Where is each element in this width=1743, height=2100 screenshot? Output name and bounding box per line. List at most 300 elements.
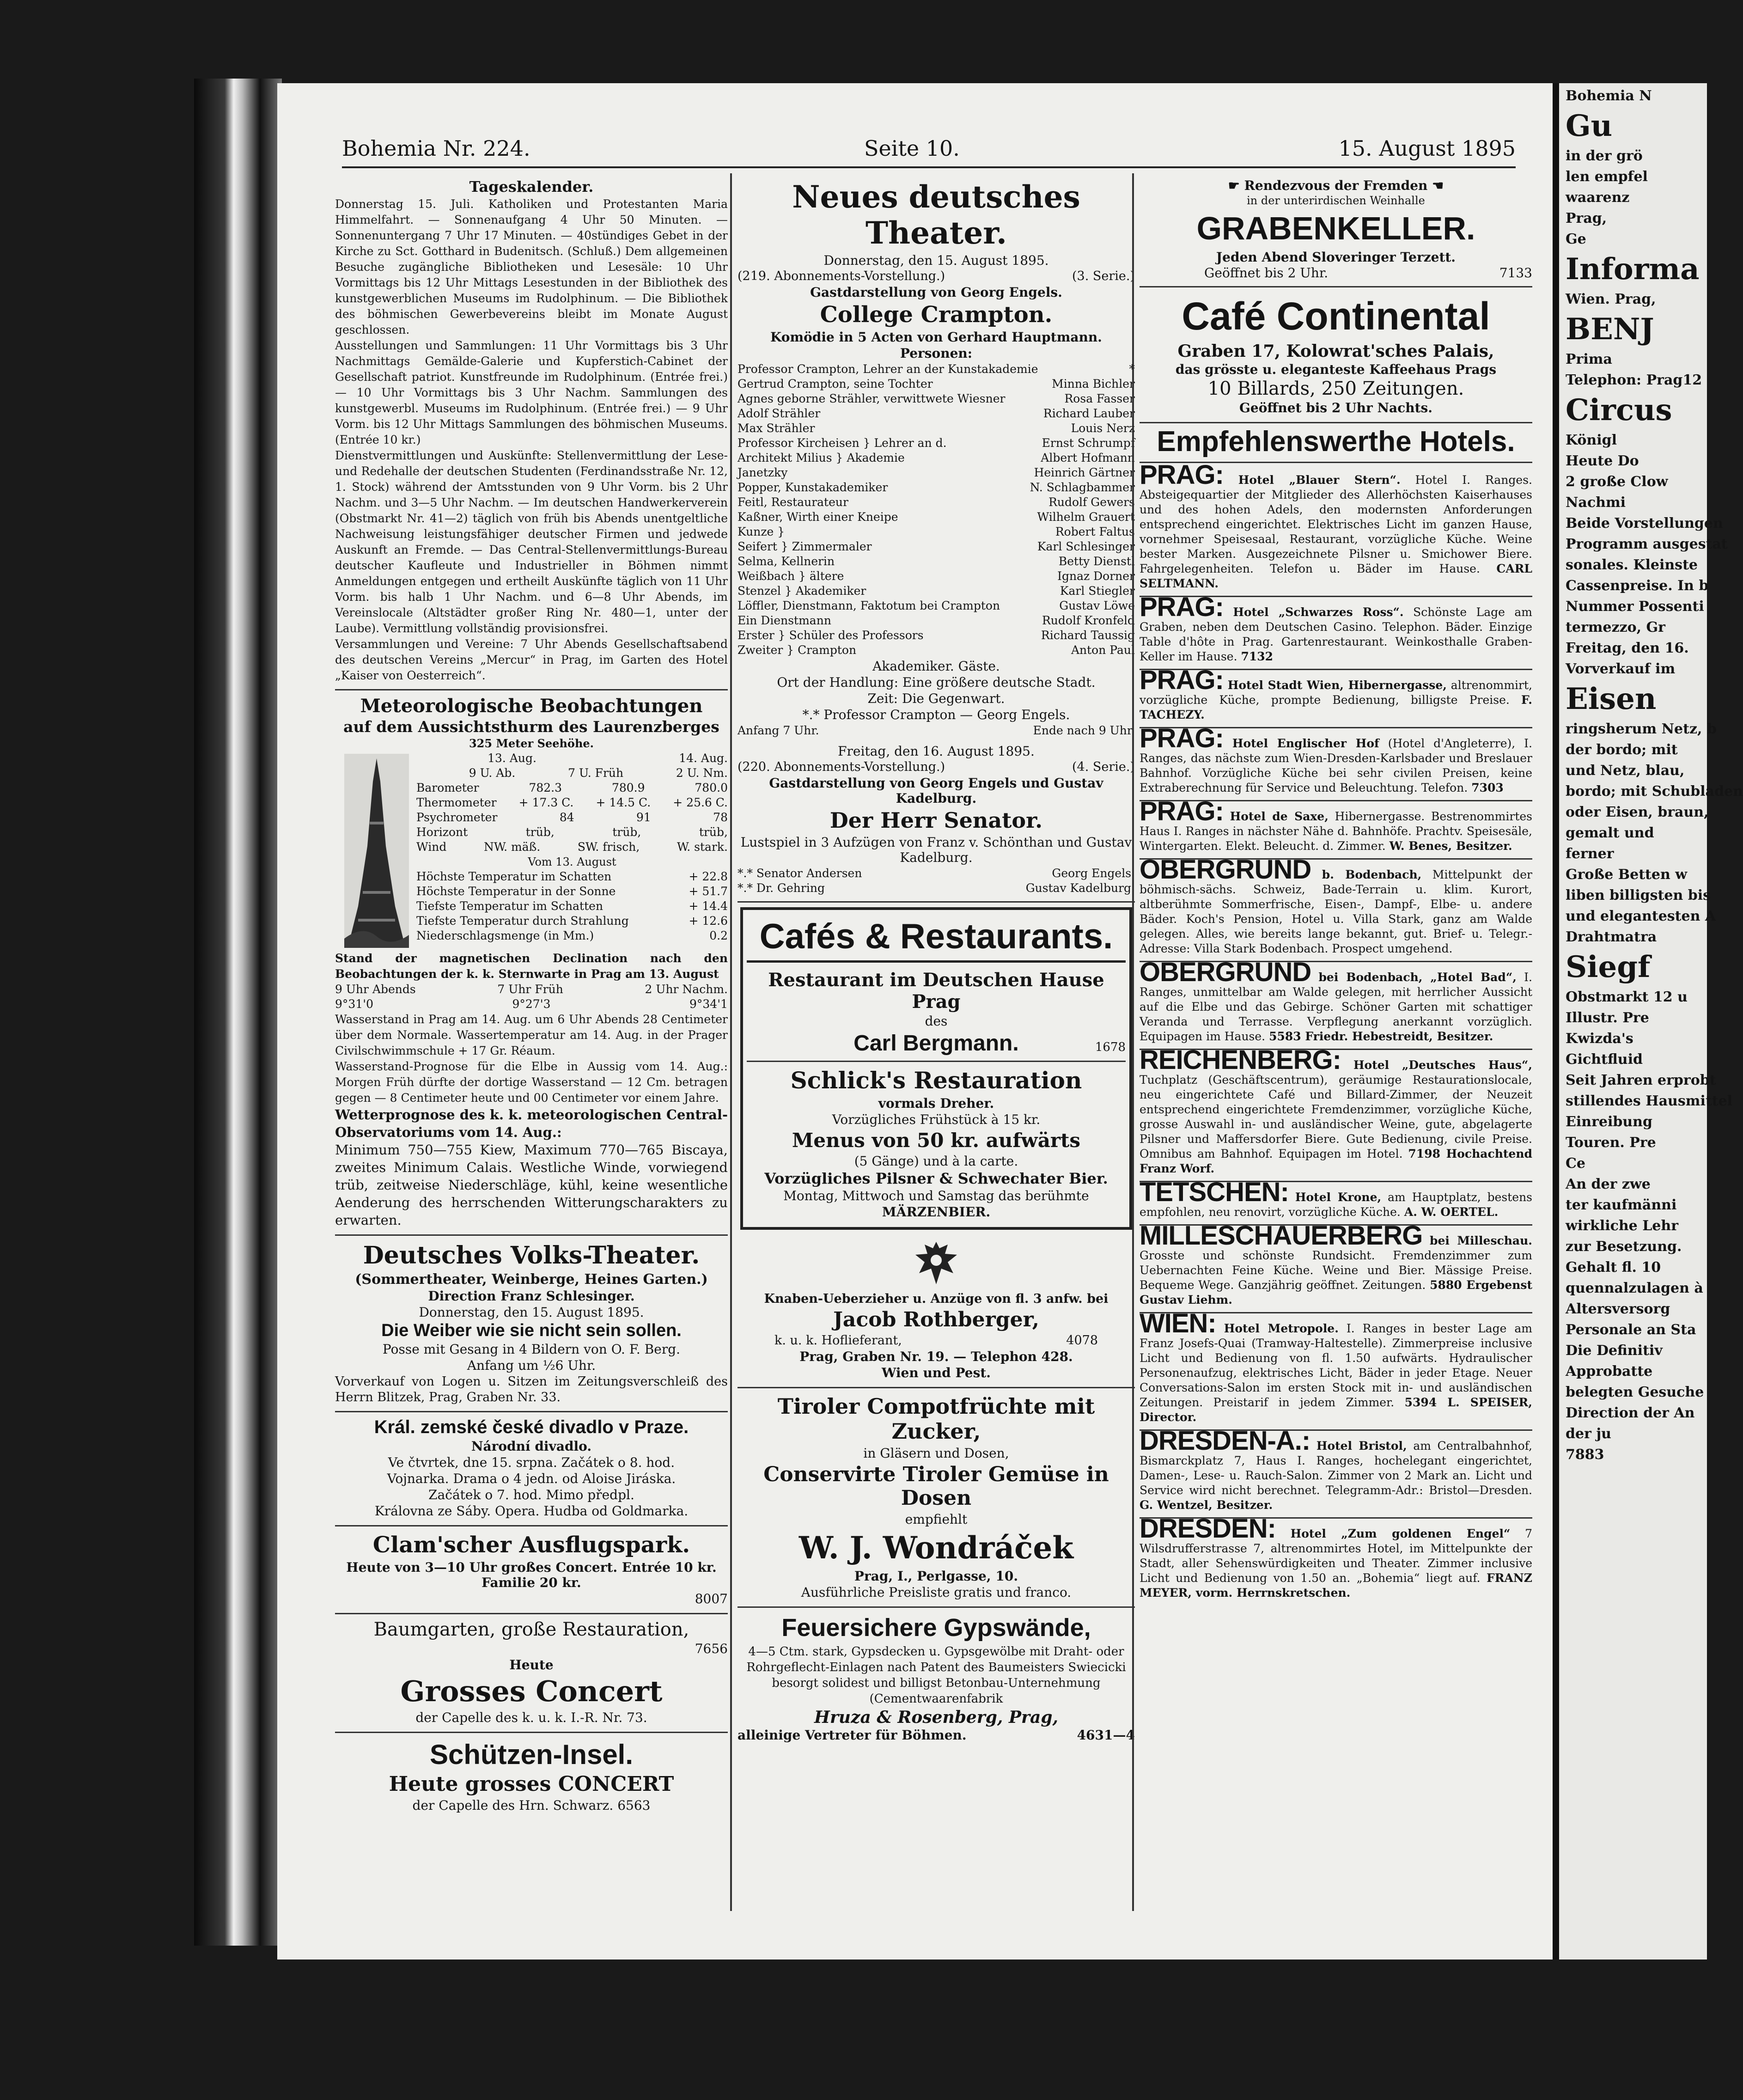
hotel-city: PRAG: — [1140, 592, 1224, 622]
facing-page-line: zur Besetzung. — [1566, 1239, 1682, 1255]
facing-page-line: sonales. Kleinste — [1566, 557, 1698, 573]
facing-page-line: Ge — [1566, 231, 1586, 247]
gyps-title: Feuersichere Gypswände, — [781, 1614, 1091, 1642]
theater-ort: Ort der Handlung: Eine größere deutsche Stadt. — [777, 675, 1096, 690]
cast-role: *.* Dr. Gehring — [737, 881, 825, 895]
meteo-row — [416, 795, 728, 810]
facing-page-line: Freitag, den 16. — [1566, 640, 1689, 656]
meteo-row — [416, 781, 728, 795]
volkstheater-start: Anfang um ½6 Uhr. — [467, 1358, 596, 1373]
hotel-text: am Centralbahnhof, Bismarckplatz 7, Haus I. Ranges, hochelegant eingerichtet, Damen-, Lese- u. Rauch-Salon. Zimmer von 2 Mark an. Licht und Service wird nicht berechnet. Telegramm-Adr.: Bristol—Dresden. — [1140, 1439, 1532, 1497]
gyps-row — [737, 1728, 1135, 1743]
hotel-entry — [1140, 1308, 1532, 1431]
meteo-cell: 14. Aug. — [679, 751, 728, 765]
theater-zeit: Zeit: Die Gegenwart. — [867, 691, 1005, 706]
roth-line1: Knaben-Ueberzieher u. Anzüge von fl. 3 anfw. bei — [764, 1292, 1109, 1306]
meteo-subtitle: auf dem Aussichtsthurm des Laurenzberges — [343, 718, 719, 736]
cast-role: Gertrud Crampton, seine Tochter — [737, 377, 933, 391]
cast-actor: * — [1129, 362, 1135, 376]
facing-page-line: An der zwe — [1566, 1176, 1651, 1192]
cast-actor: Anton Paul — [1071, 643, 1135, 657]
facing-page-line: Cassenpreise. In b — [1566, 578, 1709, 594]
hotel-entry — [1140, 1045, 1533, 1182]
hotels-section — [1140, 425, 1532, 1605]
elbe-prognose: Wasserstand-Prognose für die Elbe in Aussig vom 14. Aug.: Morgen Früh dürfte der dortige Wasserstand — 12 Cm. betragen gegen — 8 Centimeter heute und 00 Centimeter vor einem Jahre. — [335, 1060, 728, 1105]
facing-page-line: Obstmarkt 12 u — [1566, 989, 1688, 1005]
cast-row — [737, 598, 1135, 613]
meteo-cell: + 25.6 C. — [673, 796, 728, 809]
hotel-name: Hotel Metropole. — [1224, 1322, 1339, 1335]
facing-page-line: und Netz, blau, — [1566, 763, 1685, 779]
cast-actor: Wilhelm Grauert — [1037, 510, 1135, 524]
cast-actor: Gustav Löwe — [1059, 599, 1135, 612]
petrin-tower-illustration — [344, 754, 409, 948]
cast-actor: Ignaz Dorner — [1057, 569, 1135, 583]
meteo-vom: Vom 13. August — [528, 855, 616, 868]
meteo-cell: Horizont — [416, 825, 468, 839]
hotel-text: Mittelpunkt der böhmisch-sächs. Schweiz, Bade-Terrain u. klim. Kurort, altberühmte Sommerfrische, Eisen-, Dampf-, Elbe- u. andere Bäder. Koch's Pension, Hotel u. Villa Stark, ganz am Walde gelegen. Alles, wie bereits lange bekannt, gut. Brief- u. Telegr.-Adresse: Villa Stark Bodenbach. Prospect umgehend. — [1140, 868, 1533, 955]
hotel-city: PRAG: — [1140, 460, 1224, 490]
facing-page-lines — [1559, 88, 1743, 1463]
volkstheater-play: Die Weiber wie sie nicht sein sollen. — [381, 1321, 682, 1340]
cafe-open: Geöffnet bis 2 Uhr Nachts. — [1239, 400, 1433, 415]
graben-top-text: Rendezvous der Fremden — [1244, 178, 1428, 193]
facing-page-line: Prag, — [1566, 210, 1607, 226]
cast-role: Adolf Strähler — [737, 407, 821, 420]
rothberger-ad — [737, 1234, 1135, 1388]
cast-role: Max Strähler — [737, 421, 815, 435]
meteo-cell: trüb, — [525, 825, 555, 839]
meteo-cell: 78 — [713, 811, 728, 824]
meteo-cell: 0.2 — [709, 929, 728, 942]
facing-page-line: 2 große Clow — [1566, 474, 1668, 490]
theater-ende1: Ende nach 9 Uhr. — [1033, 724, 1135, 737]
cafe-continental-ad — [1140, 287, 1532, 423]
facing-page-line: der ju — [1566, 1426, 1611, 1442]
schlick-line1: Vorzügliches Frühstück à 15 kr. — [832, 1112, 1041, 1127]
theater-anfang1: Anfang 7 Uhr. — [737, 724, 819, 737]
facing-page-line: Nummer Possenti — [1566, 598, 1704, 615]
hotel-sign: 5394 L. SPEISER, Director. — [1140, 1396, 1532, 1424]
hotel-sign: FRANZ MEYER, vorm. Herrnskretschen. — [1140, 1571, 1532, 1599]
cast-role: Erster } Schüler des Professors — [737, 629, 924, 642]
meteo-cell: + 14.4 — [689, 899, 728, 913]
meteo-cell: Wind — [416, 840, 447, 854]
facing-page-line: Informa — [1566, 252, 1700, 287]
hotel-sign: 7303 — [1471, 781, 1504, 794]
schlick-title: Schlick's Restauration — [790, 1067, 1082, 1094]
theater-abo2: (220. Abonnements-Vorstellung.) — [737, 760, 945, 774]
cast-actor: Albert Hofmann — [1041, 451, 1135, 464]
meteo-cell: Barometer — [416, 781, 479, 794]
cast-row — [737, 539, 1135, 554]
dienstvermittlungen-text: Dienstvermittlungen und Auskünfte: Stellenvermittlung der Lese- und Redehalle der deutschen Studenten (Ferdinandsstraße Nr. 12, 1. Stock) während der Amtsstunden von 9 Uhr Vorm. bis 2 Uhr Nachm. und 3—5 Uhr Nachm. — Im deutschen Handwerkerverein (Obstmarkt Nr. 41—2) täglich von früh bis Abends unentgeltliche Nachweisung leistungsfähiger deutscher Firmen und jedwede Auskunft an Fremde. — Das Central-Stellenvermittlungs-Bureau deutscher Kaufleute und Industrieller in Böhmen nimmt Anmeldungen entgegen und ertheilt Auskünfte täglich von 11 Uhr Vorm. bis halb 1 Uhr Nachm. und 6—8 Uhr Abends, im Vereinslocale (Altstädter großer Ring Nr. 480—1, unter der Laube). Vermittlung vollständig provisionsfrei. — [335, 449, 728, 635]
meteo-row — [416, 766, 728, 781]
cast-row — [737, 421, 1135, 436]
facing-page-line: der bordo; mit — [1566, 742, 1678, 758]
cast-list — [737, 362, 1135, 658]
meteo-cell: trüb, — [612, 825, 641, 839]
meteo-cell: 7 U. Früh — [568, 766, 624, 780]
theater-play1-desc: Komödie in 5 Acten von Gerhard Hauptmann. — [770, 330, 1102, 345]
theater-date1: Donnerstag, den 15. August 1895. — [823, 253, 1049, 268]
cast-actor: Richard Taussig — [1041, 629, 1135, 642]
gypswaende-ad — [737, 1608, 1135, 1746]
facing-page-line: Programm ausgestat — [1566, 536, 1728, 552]
cafes-title: Cafés & Restaurants. — [747, 916, 1126, 963]
hotel-entry — [1140, 592, 1532, 670]
cast-actor: Gustav Kadelburg. — [1025, 881, 1135, 895]
cafe-addr: Graben 17, Kolowrat'sches Palais, — [1177, 342, 1494, 361]
cast-row — [737, 628, 1135, 643]
hotel-name: Hotel Stadt Wien, Hibernergasse, — [1227, 678, 1447, 692]
meteo-extreme-row — [416, 928, 728, 943]
hotel-name: bei Milleschau. — [1430, 1234, 1532, 1247]
deutsches-haus-ad — [747, 965, 1126, 1062]
volkstheater-desc: Posse mit Gesang in 4 Bildern von O. F. Berg. — [382, 1342, 681, 1357]
cast-row — [737, 465, 1135, 480]
meteo-row — [416, 825, 728, 840]
kral-line2: Vojnarka. Drama o 4 jedn. od Aloise Jiráska. — [387, 1471, 676, 1486]
cast-row — [737, 362, 1135, 377]
cast-role: Agnes geborne Strähler, verwittwete Wiesner — [737, 392, 1006, 405]
eagle-emblem-icon — [737, 1238, 1135, 1291]
cast-row — [737, 643, 1135, 658]
hotel-text: altrenommirt, vorzügliche Küche, prompte Bedienung, billigste Preise. — [1140, 678, 1532, 707]
cafe-title: Café Continental — [1182, 294, 1490, 338]
cast-row — [737, 391, 1135, 406]
cast-row — [737, 451, 1135, 465]
hotel-sign: 5583 Friedr. Hebestreidt, Besitzer. — [1269, 1030, 1493, 1043]
meteo-row — [416, 751, 728, 766]
cast-role: Janetzky — [737, 466, 788, 479]
theater-abo1: (219. Abonnements-Vorstellung.) — [737, 269, 945, 283]
volkstheater-title: Deutsches Volks-Theater. — [363, 1241, 700, 1270]
wetter-text: Minimum 750—755 Kiew, Maximum 770—765 Biscaya, zweites Minimum Calais. Westliche Winde, vorwiegend trüb, zeitweise Niederschläge, kühl, keine wesentliche Aenderung des herrschenden Witterungscharakters zu erwarten. — [335, 1142, 728, 1228]
theater-title: Neues deutsches Theater. — [792, 179, 1080, 251]
meteo-cell: Niederschlagsmenge (in Mm.) — [416, 929, 594, 942]
cast-actor: Betty Dienstl — [1058, 555, 1135, 568]
neues-deutsches-theater — [737, 173, 1135, 903]
facing-page-line: Heute Do — [1566, 453, 1639, 469]
meteo-extreme-row — [416, 914, 728, 928]
meteo-cell: Tiefste Temperatur im Schatten — [416, 899, 603, 913]
hotel-city: OBERGRUND — [1140, 957, 1311, 987]
facing-page-line: Große Betten w — [1566, 867, 1688, 883]
meteo-height: 325 Meter Seehöhe. — [469, 737, 594, 750]
meteo-cell: + 51.7 — [689, 885, 728, 898]
hotel-sign: F. TACHEZY. — [1140, 693, 1532, 721]
schlick-line3: Montag, Mittwoch und Samstag das berühmte — [783, 1188, 1089, 1203]
cast-actor: Ernst Schrumpf — [1042, 436, 1135, 450]
cast-actor: Karl Schlesinger — [1037, 540, 1135, 553]
cast-row — [737, 480, 1135, 495]
facing-page-line: Circus — [1566, 393, 1672, 427]
roth-row — [737, 1333, 1135, 1348]
baumgarten-title: Baumgarten, große Restauration, — [373, 1619, 689, 1640]
cast-role: Zweiter } Crampton — [737, 643, 857, 657]
graben-num: 7133 — [1499, 265, 1532, 281]
cast-role: *.* Senator Andersen — [737, 867, 862, 880]
hotel-text: Tuchplatz (Geschäftscentrum), geräumige Restaurationslocale, neu eingerichtete Café und Billard-Zimmer, der Neuzeit entsprechend eingerichtete Fremdenzimmer, vorzügliche Küche, grosse Auswahl in- und ausländischer Weine, gute, abgelagerte Pilsner und Maffersdorfer Biere. Gute Bedienung, civile Preise. Omnibus am Bahnhof. Equipagen im Hotel. — [1140, 1073, 1532, 1160]
facing-page-line: Direction der An — [1566, 1405, 1695, 1421]
hotel-name: Hotel „Schwarzes Ross“. — [1233, 605, 1404, 619]
meteo-cell: Psychrometer — [416, 811, 498, 824]
facing-page-line: in der grö — [1566, 148, 1643, 164]
header-issue: Bohemia Nr. 224. — [342, 136, 530, 161]
hotel-city: WIEN: — [1140, 1308, 1216, 1338]
cast2-row — [737, 866, 1135, 881]
hotel-text: Schönste Lage am Graben, neben dem Deutschen Casino. Telephon. Bäder. Einzige Table d'hôte in Prag. Gartenrestaurant. Weinkosthalle Graben-Keller im Hause. — [1140, 605, 1532, 663]
dh-title: Restaurant im Deutschen Hause Prag — [768, 969, 1104, 1013]
volkstheater-ad — [335, 1236, 728, 1412]
facing-page-line: belegten Gesuche — [1566, 1384, 1704, 1400]
facing-page-line: Gu — [1566, 109, 1613, 143]
facing-page-line: ferner — [1566, 846, 1614, 862]
kral-line1: Ve čtvrtek, dne 15. srpna. Začátek o 8. hod. — [388, 1455, 675, 1470]
volkstheater-vorverkauf: Vorverkauf von Logen u. Sitzen im Zeitungsverschleiß des Herrn Blitzek, Prag, Graben Nr. 33. — [335, 1374, 728, 1404]
cast-role: Professor Kircheisen } Lehrer an d. — [737, 436, 947, 450]
cast-row — [737, 436, 1135, 451]
clam-title: Clam'scher Ausflugspark. — [372, 1532, 690, 1558]
hotel-name: Hotel „Deutsches Haus“, — [1353, 1058, 1533, 1072]
graben-line: Jeden Abend Sloveringer Terzett. — [1216, 250, 1456, 265]
theater-date2: Freitag, den 16. August 1895. — [838, 744, 1035, 759]
hotel-sign: 5880 Ergebenst Gustav Liehm. — [1140, 1278, 1532, 1306]
facing-page-line: Eisen — [1566, 682, 1657, 716]
hotel-city: DRESDEN: — [1140, 1514, 1276, 1544]
facing-page-line: 7883 — [1566, 1447, 1604, 1463]
hotel-city: PRAG: — [1140, 665, 1224, 695]
facing-page-line: Wien. Prag, — [1566, 291, 1656, 307]
facing-page-line: stillendes Hausmittel — [1566, 1093, 1733, 1109]
meteo-cell: 91 — [636, 811, 651, 824]
facing-page-line: Drahtmatra — [1566, 929, 1657, 945]
gyps-num: 4631—4 — [1077, 1728, 1135, 1743]
hotel-entry — [1140, 1426, 1532, 1519]
tiroler-ad — [737, 1388, 1135, 1608]
meteorology-section — [335, 690, 728, 1236]
facing-page-line: Altersversorg — [1566, 1301, 1670, 1317]
clam-text: Heute von 3—10 Uhr großes Concert. Entrée 10 kr. Familie 20 kr. — [346, 1560, 717, 1590]
meteo-cell: NW. mäß. — [483, 840, 541, 854]
cast-role: Feitl, Restaurateur — [737, 495, 848, 509]
cast-actor: Richard Lauber — [1043, 407, 1135, 420]
facing-page-line: gemalt und — [1566, 825, 1654, 841]
roth-num: 4078 — [1066, 1333, 1098, 1348]
hotel-entry — [1140, 665, 1532, 728]
hotel-text: (Hotel d'Angleterre), I. Ranges, das nächste zum Wien-Dresden-Karlsbader und Breslauer Bahnhof. Vorzügliche Küche bei sehr civilen Preisen, keine Extraberechnung für Service und Beleuchtung. Telefon. — [1140, 737, 1532, 794]
hotel-text: Grosste und schönste Rundsicht. Fremdenzimmer zum Uebernachten Feine Küche. Weine und Bier. Mässige Preise. Bequeme Wege. Ganzjährig geöffnet. Zeitungen. — [1140, 1249, 1532, 1292]
hotel-entry — [1140, 1221, 1532, 1313]
meteo-title: Meteorologische Beobachtungen — [360, 695, 703, 717]
facing-page-line: termezzo, Gr — [1566, 619, 1665, 635]
cast-row — [737, 569, 1135, 584]
hotel-text: 7 Wilsdrufferstrasse 7, altrenommirtes Hotel, im Mittelpunkte der Stadt, aller Sehenswürdigkeiten und Theater. Zimmer inclusive Licht und Bedienung von 1.50 an. „Bohemia“ liegt auf. — [1140, 1527, 1532, 1585]
clam-ausflugspark-ad — [335, 1526, 728, 1614]
facing-page-line: Touren. Pre — [1566, 1135, 1656, 1151]
theater-gast1: Gastdarstellung von Georg Engels. — [810, 285, 1062, 300]
facing-page-line: ringsherum Netz, b — [1566, 721, 1717, 737]
magnet-cell: 7 Uhr Früh — [497, 983, 563, 996]
hotel-sign: 7132 — [1241, 650, 1274, 663]
cast-actor: Georg Engels. — [1052, 867, 1135, 880]
baumgarten-num: 7656 — [695, 1641, 728, 1656]
schlick-bier: Vorzügliches Pilsner & Schwechater Bier. — [764, 1170, 1108, 1187]
cast-role: Ein Dienstmann — [737, 614, 831, 627]
column-middle — [730, 173, 1135, 1911]
cast-role: Selma, Kellnerin — [737, 555, 835, 568]
pointing-hand-icon: ☚ — [1427, 178, 1444, 193]
roth-name: Jacob Rothberger, — [833, 1308, 1039, 1331]
facing-page-line: Einreibung — [1566, 1114, 1652, 1130]
gyps-firm: Hruza & Rosenberg, Prag, — [814, 1708, 1059, 1727]
hotel-city: REICHENBERG: — [1140, 1045, 1341, 1075]
hotel-name: Hotel „Zum goldenen Engel“ — [1290, 1527, 1511, 1540]
hotel-text: am Hauptplatz, bestens empfohlen, neu renovirt, vorzügliche Küche. — [1140, 1190, 1533, 1219]
hotel-name: bei Bodenbach, „Hotel Bad“, — [1318, 971, 1517, 984]
hotel-text: I. Ranges, unmittelbar am Walde gelegen, mit herrlicher Aussicht auf die Elbe und das Gebirge. Schöner Garten mit schattiger Veranda und Terrasse. Verpflegung anerkannt vorzüglich. Equipagen im Hause. — [1140, 971, 1532, 1043]
cast-role: Weißbach } ältere — [737, 569, 844, 583]
facing-page-line: ter kaufmänni — [1566, 1197, 1677, 1213]
meteo-cell: + 14.5 C. — [596, 796, 651, 809]
hotel-sign: CARL SELTMANN. — [1140, 562, 1532, 590]
facing-page-edge — [1553, 83, 1743, 1960]
facing-page-line: Nachmi — [1566, 494, 1626, 511]
meteo-cell: Höchste Temperatur in der Sonne — [416, 885, 616, 898]
facing-page-line: bordo; mit Schubladen — [1566, 783, 1743, 800]
cast-role: Kaßner, Wirth einer Kneipe — [737, 510, 898, 524]
facing-page-line: Ce — [1566, 1155, 1585, 1172]
facing-page-line: quennalzulagen à — [1566, 1280, 1703, 1296]
tiroler-title2: Conservirte Tiroler Gemüse in Dosen — [763, 1463, 1109, 1510]
grabenkeller-ad — [1140, 173, 1532, 287]
hotel-name: Hotel Englischer Hof — [1232, 737, 1379, 750]
hotel-entry — [1140, 723, 1532, 801]
hotel-entry — [1140, 957, 1532, 1050]
facing-page-line: Telephon: Prag12 — [1566, 372, 1702, 388]
cast-actor: Heinrich Gärtner — [1034, 466, 1135, 479]
cast-actor: Rosa Fasser — [1064, 392, 1135, 405]
cast-actor: Robert Faltus — [1055, 525, 1135, 538]
meteo-cell: Höchste Temperatur im Schatten — [416, 870, 612, 883]
theater-abo-row2 — [737, 760, 1135, 775]
facing-page-line: BENJ — [1566, 312, 1654, 347]
header-date: 15. August 1895 — [1338, 136, 1516, 161]
roth-line4: Wien und Pest. — [881, 1365, 991, 1380]
hotel-entry — [1140, 460, 1532, 597]
schlick-ad — [747, 1062, 1126, 1223]
cast-row — [737, 554, 1135, 569]
graben-row — [1140, 266, 1532, 281]
volkstheater-date: Donnerstag, den 15. August 1895. — [419, 1305, 644, 1320]
pointing-hand-icon: ☛ — [1228, 178, 1244, 193]
cast-row — [737, 510, 1135, 525]
theater-serie2: (4. Serie.) — [1072, 760, 1135, 774]
facing-page-line: Königl — [1566, 432, 1617, 448]
meteo-extreme-row — [416, 884, 728, 899]
schuetzen-capelle — [335, 1798, 728, 1813]
hotel-entry — [1140, 1514, 1532, 1605]
magnet-text: Stand der magnetischen Declination nach den Beobachtungen der k. k. Sternwarte in Prag am 13. August — [335, 952, 728, 981]
hotel-city: MILLESCHAUERBERG — [1140, 1221, 1423, 1251]
tiroler-empf: empfiehlt — [905, 1512, 968, 1527]
magnet-cell: 2 Uhr Nachm. — [645, 983, 728, 996]
volkstheater-sub: (Sommertheater, Weinberge, Heines Garten.) — [355, 1271, 708, 1288]
facing-page-line: Siegf — [1566, 950, 1651, 984]
cast-role: Professor Crampton, Lehrer an der Kunstakademie — [737, 362, 1038, 376]
hotel-entry — [1140, 855, 1533, 962]
clam-num: 8007 — [695, 1591, 728, 1606]
cast-role: Kunze } — [737, 525, 785, 538]
theater-crampton-gast: *.* Professor Crampton — Georg Engels. — [802, 707, 1070, 722]
baumgarten-heute: Heute — [509, 1657, 554, 1673]
hotel-sign: 7198 Hochachtend Franz Worf. — [1140, 1147, 1532, 1175]
roth-line3: Prag, Graben Nr. 19. — Telephon 428. — [799, 1349, 1073, 1364]
schlick-line2: (5 Gänge) und à la carte. — [854, 1154, 1018, 1169]
cafe-line: das grösste u. eleganteste Kaffeehaus Prags — [1175, 362, 1497, 377]
cast-row — [737, 584, 1135, 598]
hotel-name: Hotel Bristol, — [1316, 1439, 1407, 1453]
theater-play2-desc: Lustspiel in 3 Aufzügen von Franz v. Schönthan und Gustav Kadelburg. — [740, 835, 1132, 865]
cast-role: Stenzel } Akademiker — [737, 584, 866, 598]
cast-role: Popper, Kunstakademiker — [737, 481, 888, 494]
facing-page-line: oder Eisen, braun, — [1566, 804, 1709, 820]
facing-page-line: Approbatte — [1566, 1363, 1653, 1380]
graben-title: GRABENKELLER. — [1196, 210, 1475, 246]
book-spine-shadow — [194, 79, 282, 1946]
graben-sub: in der unterirdischen Weinhalle — [1247, 194, 1425, 207]
theater-abo-row — [737, 269, 1135, 284]
tiroler-title: Tiroler Compotfrüchte mit Zucker, — [777, 1394, 1095, 1444]
dh-num: 1678 — [1095, 1040, 1126, 1054]
facing-page-line: und elegantesten A — [1566, 908, 1716, 924]
schuetzen-sub: Heute grosses CONCERT — [389, 1772, 674, 1796]
tiroler-line2: Ausführliche Preisliste gratis und franco. — [801, 1585, 1072, 1600]
theater-play2: Der Herr Senator. — [829, 808, 1043, 833]
baumgarten-capelle: der Capelle des k. u. k. I.-R. Nr. 73. — [415, 1710, 647, 1725]
meteo-cell: 780.9 — [611, 781, 645, 794]
tiroler-name: W. J. Wondráček — [798, 1530, 1074, 1566]
hotel-name: Hotel de Saxe, — [1230, 810, 1329, 823]
hotels-title: Empfehlenswerthe Hotels. — [1140, 425, 1532, 463]
column-left — [335, 173, 728, 1911]
facing-page-line: Bohemia N — [1566, 88, 1652, 104]
cast-actor: Louis Nerz — [1071, 421, 1135, 435]
cafe-billards: 10 Billards, 250 Zeitungen. — [1207, 378, 1464, 399]
cast-row — [737, 525, 1135, 539]
hotel-name: b. Bodenbach, — [1322, 868, 1422, 881]
hotel-city: TETSCHEN: — [1140, 1177, 1289, 1207]
baumgarten-concert: Grosses Concert — [400, 1674, 663, 1708]
magnet-values — [335, 997, 728, 1012]
newspaper-page — [277, 83, 1553, 1960]
meteo-cell: 782.3 — [529, 781, 562, 794]
hotel-city: OBERGRUND — [1140, 855, 1311, 885]
facing-page-line: Vorverkauf im — [1566, 661, 1676, 677]
dh-des: des — [925, 1013, 948, 1029]
cast-role: Löffler, Dienstmann, Faktotum bei Crampton — [737, 599, 1000, 612]
meteo-cell: 2 U. Nm. — [676, 766, 728, 780]
hotel-entry — [1140, 1177, 1533, 1226]
cast-role: Seifert } Zimmermaler — [737, 540, 872, 553]
schuetzen-title: Schützen-Insel. — [429, 1739, 634, 1770]
facing-page-line: Personale an Sta — [1566, 1322, 1696, 1338]
schuetzen-capelle-text: der Capelle des Hrn. Schwarz. — [412, 1798, 614, 1813]
meteo-cell: + 12.6 — [689, 914, 728, 928]
schuetzen-num: 6563 — [617, 1798, 651, 1813]
meteo-cell: SW. frisch, — [577, 840, 640, 854]
